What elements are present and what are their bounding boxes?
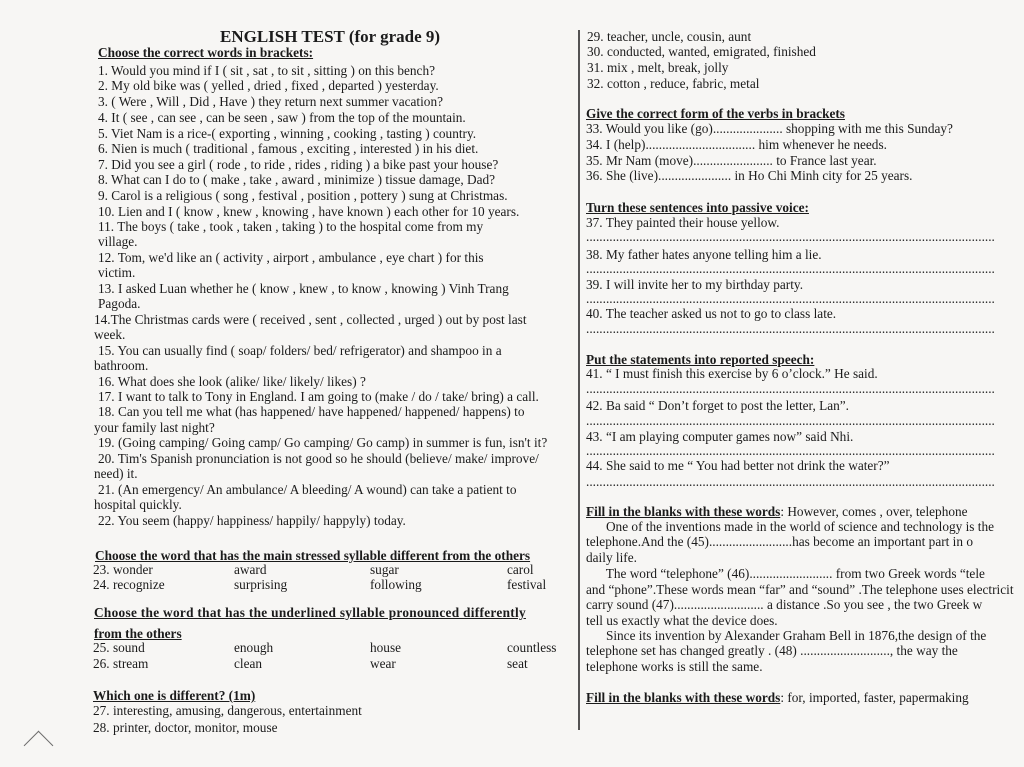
question-line: 6. Nien is much ( traditional , famous , exciting , interested ) in his diet. (98, 141, 479, 156)
pronunciation-word: house (370, 640, 402, 655)
question-30: 30. conducted, wanted, emigrated, finished (587, 44, 816, 59)
answer-line-43[interactable]: ........................................................................................................................... (586, 443, 995, 458)
answer-line-40[interactable]: ........................................................................................................................... (586, 321, 995, 336)
section-heading-different: Which one is different? (1m) (93, 688, 256, 703)
passage-line: daily life. (586, 550, 637, 565)
column-divider (578, 30, 580, 730)
pronunciation-word: 26. stream (93, 656, 149, 671)
pronunciation-word: enough (234, 640, 274, 655)
passage-line: One of the inventions made in the world of science and technology is the (586, 519, 995, 534)
question-38: 38. My father hates anyone telling him a lie. (586, 247, 822, 262)
question-line: 13. I asked Luan whether he ( know , knew , to know , knowing ) Vinh Trang (98, 281, 509, 296)
question-line: 8. What can I do to ( make , take , award , minimize ) tissue damage, Dad? (98, 172, 496, 187)
section-heading-brackets: Choose the correct words in brackets: (98, 45, 314, 60)
pronunciation-word: wear (370, 656, 396, 671)
question-line: 16. What does she look (alike/ like/ likely/ likes) ? (98, 374, 366, 389)
passage-line: telephone.And the (45).........................has become an important part in o (586, 534, 973, 549)
question-36: 36. She (live)...................... in Ho Chi Minh city for 25 years. (586, 168, 913, 183)
section-heading-passive: Turn these sentences into passive voice: (586, 200, 809, 215)
question-line: 11. The boys ( take , took , taken , taking ) to the hospital come from my (98, 219, 484, 234)
answer-line-42[interactable]: ........................................................................................................................... (586, 413, 995, 428)
pronunciation-word: 25. sound (93, 640, 145, 655)
answer-line-38[interactable]: ........................................................................................................................... (586, 261, 995, 276)
section-heading-verbs: Give the correct form of the verbs in brackets (586, 106, 845, 121)
question-line: week. (94, 327, 126, 342)
fill-heading-label: Fill in the blanks with these words (586, 504, 781, 519)
fill-word-list-2: : for, imported, faster, papermaking (780, 690, 969, 705)
question-line: 22. You seem (happy/ happiness/ happily/ happyly) today. (98, 513, 406, 528)
passage-line: telephone set has changed greatly . (48) ..........................., the way the (586, 643, 958, 658)
pronunciation-word: countless (507, 640, 557, 655)
stress-word: 23. wonder (93, 562, 153, 577)
question-32: 32. cotton , reduce, fabric, metal (587, 76, 760, 91)
question-line: your family last night? (94, 420, 215, 435)
question-line: 10. Lien and I ( know , knew , knowing , have known ) each other for 10 years. (98, 204, 520, 219)
question-29: 29. teacher, uncle, cousin, aunt (587, 29, 752, 44)
question-line: 17. I want to talk to Tony in England. I am going to (make / do / take/ bring) a call. (98, 389, 539, 404)
section-heading-reported: Put the statements into reported speech: (586, 352, 815, 367)
question-27: 27. interesting, amusing, dangerous, entertainment (93, 703, 362, 718)
answer-line-37[interactable]: ........................................................................................................................... (586, 229, 995, 244)
question-line: 5. Viet Nam is a rice-( exporting , winning , cooking , tasting ) country. (98, 126, 477, 141)
stress-word: carol (507, 562, 534, 577)
question-line: hospital quickly. (94, 497, 182, 512)
question-41: 41. “ I must finish this exercise by 6 o’clock.” He said. (586, 366, 878, 381)
stress-word: festival (507, 577, 547, 592)
question-31: 31. mix , melt, break, jolly (587, 60, 729, 75)
question-line: victim. (98, 265, 136, 280)
section-heading-pronunciation: Choose the word that has the underlined syllable pronounced differently (94, 605, 526, 620)
section-heading-fill-paper (586, 691, 969, 705)
question-44: 44. She said to me “ You had better not drink the water?” (586, 458, 890, 473)
passage-line: and “phone”.These words mean “far” and “sound” .The telephone uses electricit (586, 582, 1014, 597)
question-line: 7. Did you see a girl ( rode , to ride , rides , riding ) a bike past your house? (98, 157, 499, 172)
question-line: 15. You can usually find ( soap/ folders/ bed/ refrigerator) and shampoo in a (98, 343, 502, 358)
answer-line-39[interactable]: ........................................................................................................................... (586, 291, 995, 306)
section-heading-fill-telephone (586, 505, 968, 519)
passage-line: Since its invention by Alexander Graham Bell in 1876,the design of the (586, 628, 987, 643)
section-heading-stress: Choose the word that has the main stressed syllable different from the others (95, 548, 531, 563)
pronunciation-word: seat (507, 656, 528, 671)
question-line: 18. Can you tell me what (has happened/ have happened/ happened/ happens) to (98, 404, 525, 419)
question-28: 28. printer, doctor, monitor, mouse (93, 720, 278, 735)
stress-word: award (234, 562, 267, 577)
question-line: 1. Would you mind if I ( sit , sat , to sit , sitting ) on this bench? (98, 63, 435, 78)
question-line: bathroom. (94, 358, 149, 373)
passage-line: The word “telephone” (46)......................... from two Greek words “tele (586, 566, 985, 581)
question-line: 3. ( Were , Will , Did , Have ) they return next summer vacation? (98, 94, 443, 109)
question-line: 21. (An emergency/ An ambulance/ A bleeding/ A wound) can take a patient to (98, 482, 517, 497)
question-line: 19. (Going camping/ Going camp/ Go camping/ Go camp) in summer is fun, isn't it? (98, 435, 548, 450)
question-37: 37. They painted their house yellow. (586, 215, 780, 230)
question-line: 9. Carol is a religious ( song , festival , position , pottery ) sung at Christmas. (98, 188, 508, 203)
passage-line: tell us exactly what the device does. (586, 613, 778, 628)
question-line: village. (98, 234, 138, 249)
question-line: 12. Tom, we'd like an ( activity , airport , ambulance , eye chart ) for this (98, 250, 484, 265)
section-heading-pronunciation-2: from the others (94, 626, 182, 641)
passage-line: telephone works is still the same. (586, 659, 763, 674)
passage-line: carry sound (47)........................... a distance .So you see , the two Greek w (586, 597, 983, 612)
stress-word: sugar (370, 562, 399, 577)
answer-line-44[interactable]: ........................................................................................................................... (586, 474, 995, 489)
fill-word-list: : However, comes , over, telephone (780, 504, 968, 519)
question-34: 34. I (help)................................. him whenever he needs. (586, 137, 887, 152)
question-line: 20. Tim's Spanish pronunciation is not good so he should (believe/ make/ improve/ (98, 451, 539, 466)
paper-fold-mark (24, 731, 54, 761)
page-title: ENGLISH TEST (for grade 9) (220, 27, 441, 46)
question-43: 43. “I am playing computer games now” said Nhi. (586, 429, 854, 444)
pronunciation-word: clean (234, 656, 263, 671)
question-line: 2. My old bike was ( yelled , dried , fixed , departed ) yesterday. (98, 78, 439, 93)
question-35: 35. Mr Nam (move)........................ to France last year. (586, 153, 877, 168)
question-line: need) it. (94, 466, 138, 481)
stress-word: following (370, 577, 422, 592)
question-33: 33. Would you like (go)..................... shopping with me this Sunday? (586, 121, 953, 136)
question-line: 14.The Christmas cards were ( received , sent , collected , urged ) out by post last (94, 312, 527, 327)
question-line: 4. It ( see , can see , can be seen , saw ) from the top of the mountain. (98, 110, 466, 125)
question-line: Pagoda. (98, 296, 141, 311)
stress-word: surprising (234, 577, 288, 592)
question-42: 42. Ba said “ Don’t forget to post the letter, Lan”. (586, 398, 850, 413)
stress-word: 24. recognize (93, 577, 165, 592)
answer-line-41[interactable]: ........................................................................................................................... (586, 381, 995, 396)
question-40: 40. The teacher asked us not to go to class late. (586, 306, 837, 321)
question-39: 39. I will invite her to my birthday party. (586, 277, 804, 292)
fill-heading-label-2: Fill in the blanks with these words (586, 690, 781, 705)
